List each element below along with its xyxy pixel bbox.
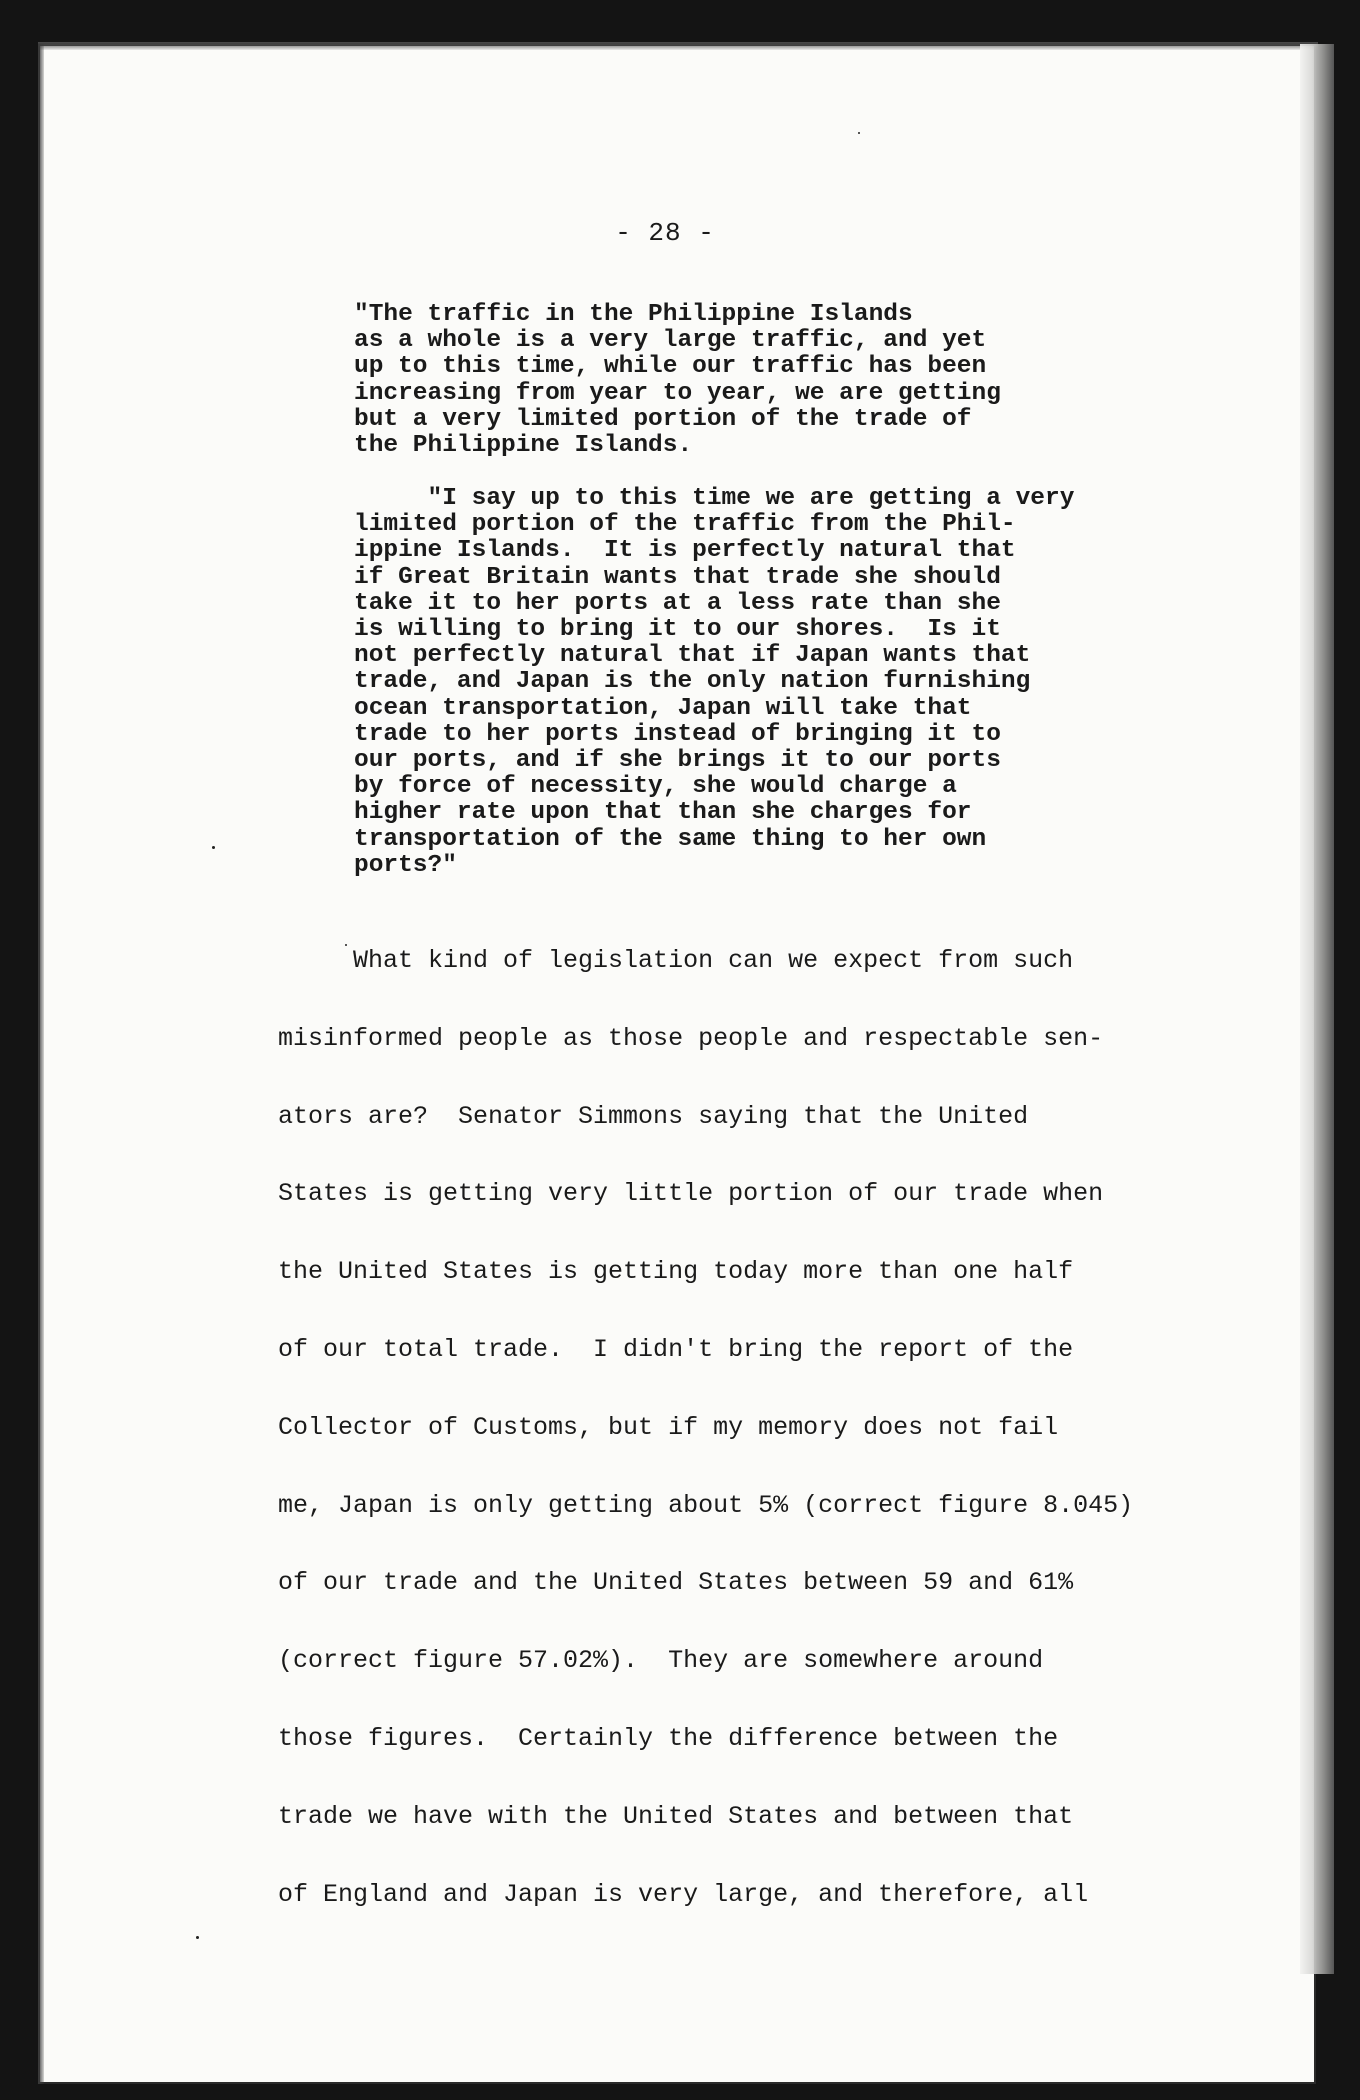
scan-speck-2 bbox=[196, 1936, 199, 1939]
body-paragraph: What kind of legislation can we expect from such misinformed people as those people and respectable sen- ators are? Senator Simmons saying that the United States is getting very little portion of our trade when the United States is getting today more than one half of our total trade. I didn't bring the report of the Collector of Customs, but if my memory does not fail me, Japan is only getting about 5% (correct figure 8.045) of our trade and the United States between 59 and 61% (correct figure 57.02%). They are somewhere around those figures. Certainly the difference between the trade we have with the United States and between that of England and Japan is very large, and therefore, all bbox=[278, 946, 1134, 1909]
quote-paragraph-1: "The traffic in the Philippine Islands as a whole is a very large traffic, and yet up to this time, while our traffic has been increasing from year to year, we are getting but a very limited portion of the trade of the Philippine Islands. bbox=[354, 301, 1001, 460]
page-number: - 28 - bbox=[615, 218, 715, 248]
scan-speck-4 bbox=[345, 944, 347, 946]
scan-speck-3 bbox=[858, 132, 860, 134]
quote-paragraph-2: "I say up to this time we are getting a very limited portion of the traffic from the Phil- ippine Islands. It is perfectly natural that if Great Britain wants that trade she should take it to her ports at a less rate than she is willing to bring it to our shores. Is it not perfectly natural that if Japan wants that trade, and Japan is the only nation furnishing ocean transportation, Japan will take that trade to her ports instead of bringing it to our ports, and if she brings it to our ports by force of necessity, she would charge a higher rate upon that than she charges for transportation of the same thing to her own ports?" bbox=[354, 485, 1075, 879]
scan-speck-1 bbox=[212, 846, 215, 849]
